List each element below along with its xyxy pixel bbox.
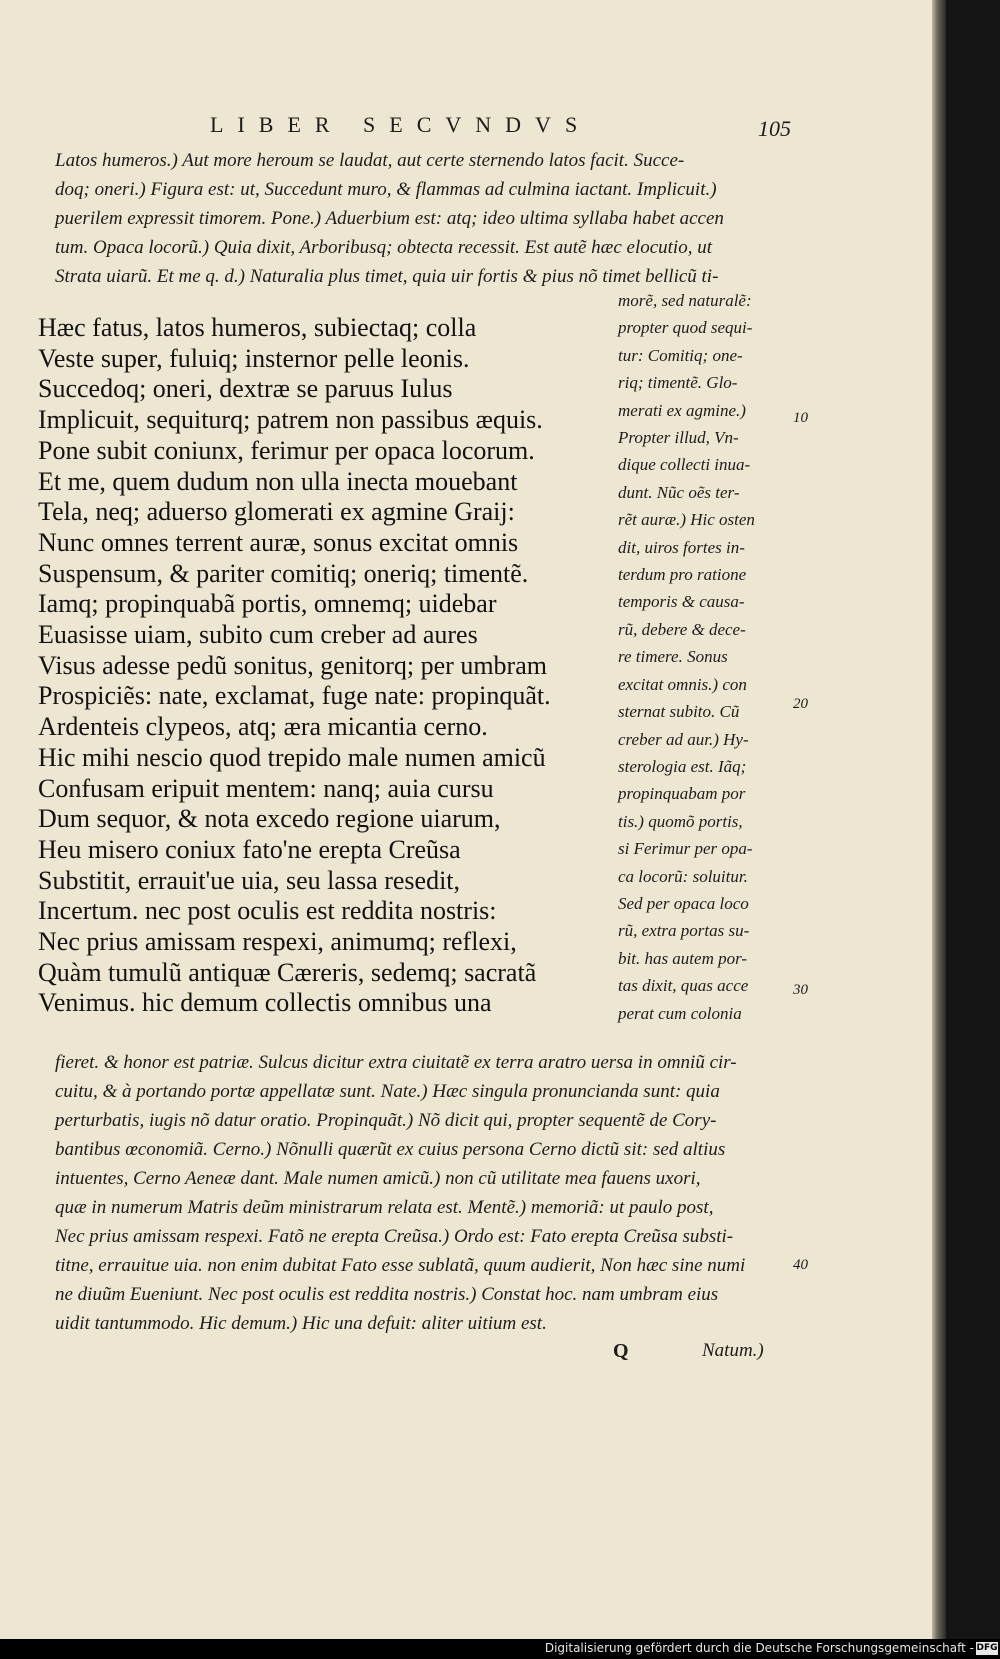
verse-block — [38, 313, 551, 1019]
margin-line: perat cum colonia — [618, 1003, 742, 1023]
commentary-line: cuitu, & à portando portæ appellatæ sunt. Nate.) Hæc singula pronuncianda sunt: quia — [55, 1081, 720, 1102]
margin-line: dunt. Nũc oẽs ter- — [618, 482, 740, 502]
running-head: LIBER SECVNDVS — [210, 112, 592, 137]
verse-line: Prospiciẽs: nate, exclamat, fuge nate: propinquãt. — [38, 681, 551, 711]
verse-line: Iamq; propinquabã portis, omnemq; uidebar — [38, 589, 497, 619]
dfg-logo-icon: DFG — [976, 1643, 998, 1653]
commentary-line: Latos humeros.) Aut more heroum se laudat, aut certe sternendo latos facit. Succe- — [55, 150, 685, 171]
commentary-line: Nec prius amissam respexi. Fatõ ne erepta Creũsa.) Ordo est: Fato erepta Creũsa substi- — [55, 1226, 734, 1247]
margin-line: excitat omnis.) con — [618, 674, 747, 694]
commentary-line: quæ in numerum Matris deũm ministrarum relata est. Mentẽ.) memoriã: ut paulo post, — [55, 1197, 714, 1218]
margin-line: temporis & causa- — [618, 592, 745, 612]
verse-line: Incertum. nec post oculis est reddita nostris: — [38, 896, 497, 926]
page-edge-shadow — [932, 0, 946, 1639]
margin-line: bit. has autem por- — [618, 948, 748, 968]
commentary-line: titne, errauitue uia. non enim dubitat Fato esse sublatã, quum audierit, Non hæc sine numi — [55, 1255, 746, 1276]
verse-line: Implicuit, sequiturq; patrem non passibus æquis. — [38, 405, 543, 435]
verse-line: Venimus. hic demum collectis omnibus una — [38, 988, 492, 1018]
margin-line: rũ, debere & dece- — [618, 619, 746, 639]
verse-line: Veste super, fuluiq; insternor pelle leonis. — [38, 343, 470, 373]
verse-line: Tela, neq; aduerso glomerati ex agmine Graij: — [38, 497, 515, 527]
commentary-line: puerilem expressit timorem. Pone.) Aduerbium est: atq; ideo ultima syllaba habet accen — [55, 208, 724, 229]
verse-line: Euasisse uiam, subito cum creber ad aures — [38, 620, 478, 650]
margin-line: propinquabam por — [618, 784, 746, 804]
verse-line: Quàm tumulũ antiquæ Cæreris, sedemq; sacratã — [38, 957, 537, 987]
margin-line: riq; timentẽ. Glo- — [618, 373, 738, 393]
margin-line: terdum pro ratione — [618, 565, 747, 585]
line-number-20: 20 — [793, 696, 808, 712]
verse-line: Hæc fatus, latos humeros, subiectaq; colla — [38, 313, 477, 342]
margin-line: si Ferimur per opa- — [618, 839, 753, 859]
margin-commentary — [618, 287, 755, 1027]
verse-line: Visus adesse pedũ sonitus, genitorq; per umbram — [38, 650, 547, 680]
margin-line: sterologia est. Iãq; — [618, 756, 747, 776]
margin-line: propter quod sequi- — [618, 318, 753, 338]
margin-line: tur: Comitiq; one- — [618, 345, 743, 365]
verse-line: Et me, quem dudum non ulla inecta mouebant — [38, 466, 518, 496]
verse-line: Pone subit coniunx, ferimur per opaca locorum. — [38, 435, 535, 465]
top-commentary — [55, 146, 815, 291]
margin-line: morẽ, sed naturalẽ: — [618, 291, 752, 310]
page-number: 105 — [758, 116, 791, 141]
margin-line: tis.) quomõ portis, — [618, 811, 743, 831]
commentary-line: perturbatis, iugis nõ datur oratio. Propinquãt.) Nõ dicit qui, propter sequentẽ de Cory- — [55, 1110, 717, 1131]
margin-line: rũ, extra portas su- — [618, 921, 750, 941]
commentary-line: uidit tantummodo. Hic demum.) Hic una defuit: aliter uitium est. — [55, 1313, 547, 1334]
line-number-40: 40 — [793, 1257, 808, 1273]
verse-line: Nunc omnes terrent auræ, sonus excitat omnis — [38, 527, 519, 557]
margin-line: ca locorũ: soluitur. — [618, 866, 748, 886]
verse-line: Hic mihi nescio quod trepido male numen amicũ — [38, 742, 546, 772]
line-number-10: 10 — [793, 410, 808, 426]
margin-line: re timere. Sonus — [618, 647, 728, 667]
margin-line: rẽt auræ.) Hic osten — [618, 510, 755, 530]
verse-line: Ardenteis clypeos, atq; æra micantia cerno. — [38, 712, 488, 742]
verse-line: Confusam eripuit mentem: nanq; auia cursu — [38, 773, 494, 803]
commentary-line: ne diuũm Eueniunt. Nec post oculis est reddita nostris.) Constat hoc. nam umbram eius — [55, 1284, 719, 1305]
verse-line: Dum sequor, & nota excedo regione uiarum, — [38, 804, 501, 834]
bottom-commentary — [55, 1048, 815, 1338]
margin-line: Propter illud, Vn- — [618, 428, 739, 448]
margin-line: dit, uiros fortes in- — [618, 537, 745, 557]
catchword: Natum.) — [702, 1340, 764, 1361]
verse-line: Succedoq; oneri, dextræ se paruus Iulus — [38, 374, 453, 404]
signature-mark: Q — [613, 1340, 629, 1362]
verse-line: Heu misero coniux fato'ne erepta Creũsa — [38, 834, 461, 864]
verse-line: Nec prius amissam respexi, animumq; reflexi, — [38, 927, 517, 957]
line-number-30: 30 — [793, 982, 808, 998]
verse-line: Suspensum, & pariter comitiq; oneriq; timentẽ. — [38, 558, 529, 588]
commentary-line: doq; oneri.) Figura est: ut, Succedunt muro, & flammas ad culmina iactant. Implicuit.) — [55, 179, 717, 200]
margin-line: creber ad aur.) Hy- — [618, 729, 749, 749]
margin-line: dique collecti inua- — [618, 455, 751, 475]
verse-line: Substitit, errauit'ue uia, seu lassa resedit, — [38, 865, 461, 895]
footer-credit: Digitalisierung gefördert durch die Deutsche Forschungsgemeinschaft - — [544, 1641, 974, 1655]
margin-line: merati ex agmine.) — [618, 400, 746, 420]
margin-line: tas dixit, quas acce — [618, 976, 749, 996]
footer-bar — [0, 1639, 1000, 1659]
commentary-line: bantibus œconomiã. Cerno.) Nõnulli quærũt ex cuius persona Cerno dictũ sit: sed altius — [55, 1139, 726, 1160]
commentary-line: intuentes, Cerno Aeneæ dant. Male numen amicũ.) non cũ utilitate mea fauens uxori, — [55, 1168, 701, 1189]
margin-line: sternat subito. Cũ — [618, 702, 740, 722]
margin-line: Sed per opaca loco — [618, 893, 749, 913]
commentary-line: Strata uiarũ. Et me q. d.) Naturalia plus timet, quia uir fortis & pius nõ timet bellicũ ti- — [55, 266, 719, 287]
commentary-line: tum. Opaca locorũ.) Quia dixit, Arboribusq; obtecta recessit. Est autẽ hæc elocutio, ut — [55, 237, 712, 258]
commentary-line: fieret. & honor est patriæ. Sulcus dicitur extra ciuitatẽ ex terra aratro uersa in omniũ cir- — [55, 1052, 737, 1073]
